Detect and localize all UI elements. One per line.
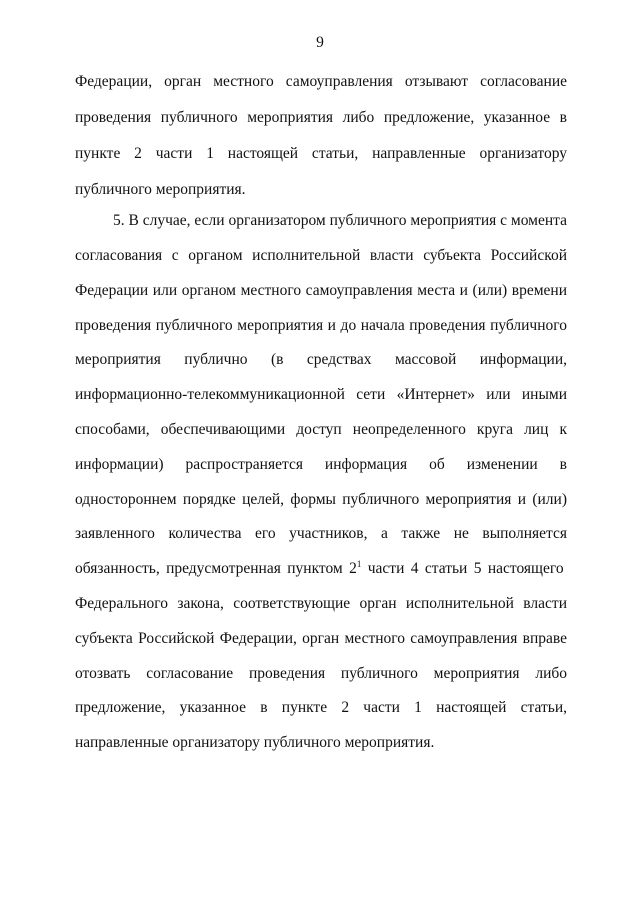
line-text-part: части 4 статьи 5 настоящего xyxy=(361,560,564,577)
text-line: пункте 2 части 1 настоящей статьи, направленные организатору xyxy=(75,145,567,162)
line-text-part: обязанность, предусмотренная пунктом 2 xyxy=(75,560,357,577)
text-line: согласования с органом исполнительной власти субъекта Российской xyxy=(75,247,567,264)
text-line: одностороннем порядке целей, формы публичного мероприятия и (или) xyxy=(75,491,567,508)
text-line: проведения публичного мероприятия либо предложение, указанное в xyxy=(75,109,567,126)
text-line: заявленного количества его участников, а также не выполняется xyxy=(75,525,567,542)
page-number: 9 xyxy=(316,34,324,51)
text-line-with-superscript xyxy=(75,559,567,579)
text-line: направленные организатору публичного мероприятия. xyxy=(75,734,435,751)
paragraph-first-line: 5. В случае, если организатором публичного мероприятия с момента xyxy=(113,212,567,229)
text-line: способами, обеспечивающими доступ неопределенного круга лиц к xyxy=(75,421,567,438)
text-line: Федерации, орган местного самоуправления отзывают согласование xyxy=(75,73,567,90)
text-line: Федерального закона, соответствующие орган исполнительной власти xyxy=(75,595,567,612)
text-line: предложение, указанное в пункте 2 части 1 настоящей статьи, xyxy=(75,699,567,716)
text-line: Федерации или органом местного самоуправления места и (или) времени xyxy=(75,282,567,299)
text-line: отозвать согласование проведения публичного мероприятия либо xyxy=(75,665,567,682)
text-line: проведения публичного мероприятия и до начала проведения публичного xyxy=(75,317,567,334)
text-line: мероприятия публично (в средствах массовой информации, xyxy=(75,351,567,368)
text-line: субъекта Российской Федерации, орган местного самоуправления вправе xyxy=(75,630,567,647)
text-line: информационно-телекоммуникационной сети «Интернет» или иными xyxy=(75,386,567,403)
text-line: информации) распространяется информация об изменении в xyxy=(75,456,567,473)
superscript: 1 xyxy=(356,559,362,569)
text-line: публичного мероприятия. xyxy=(75,181,246,198)
